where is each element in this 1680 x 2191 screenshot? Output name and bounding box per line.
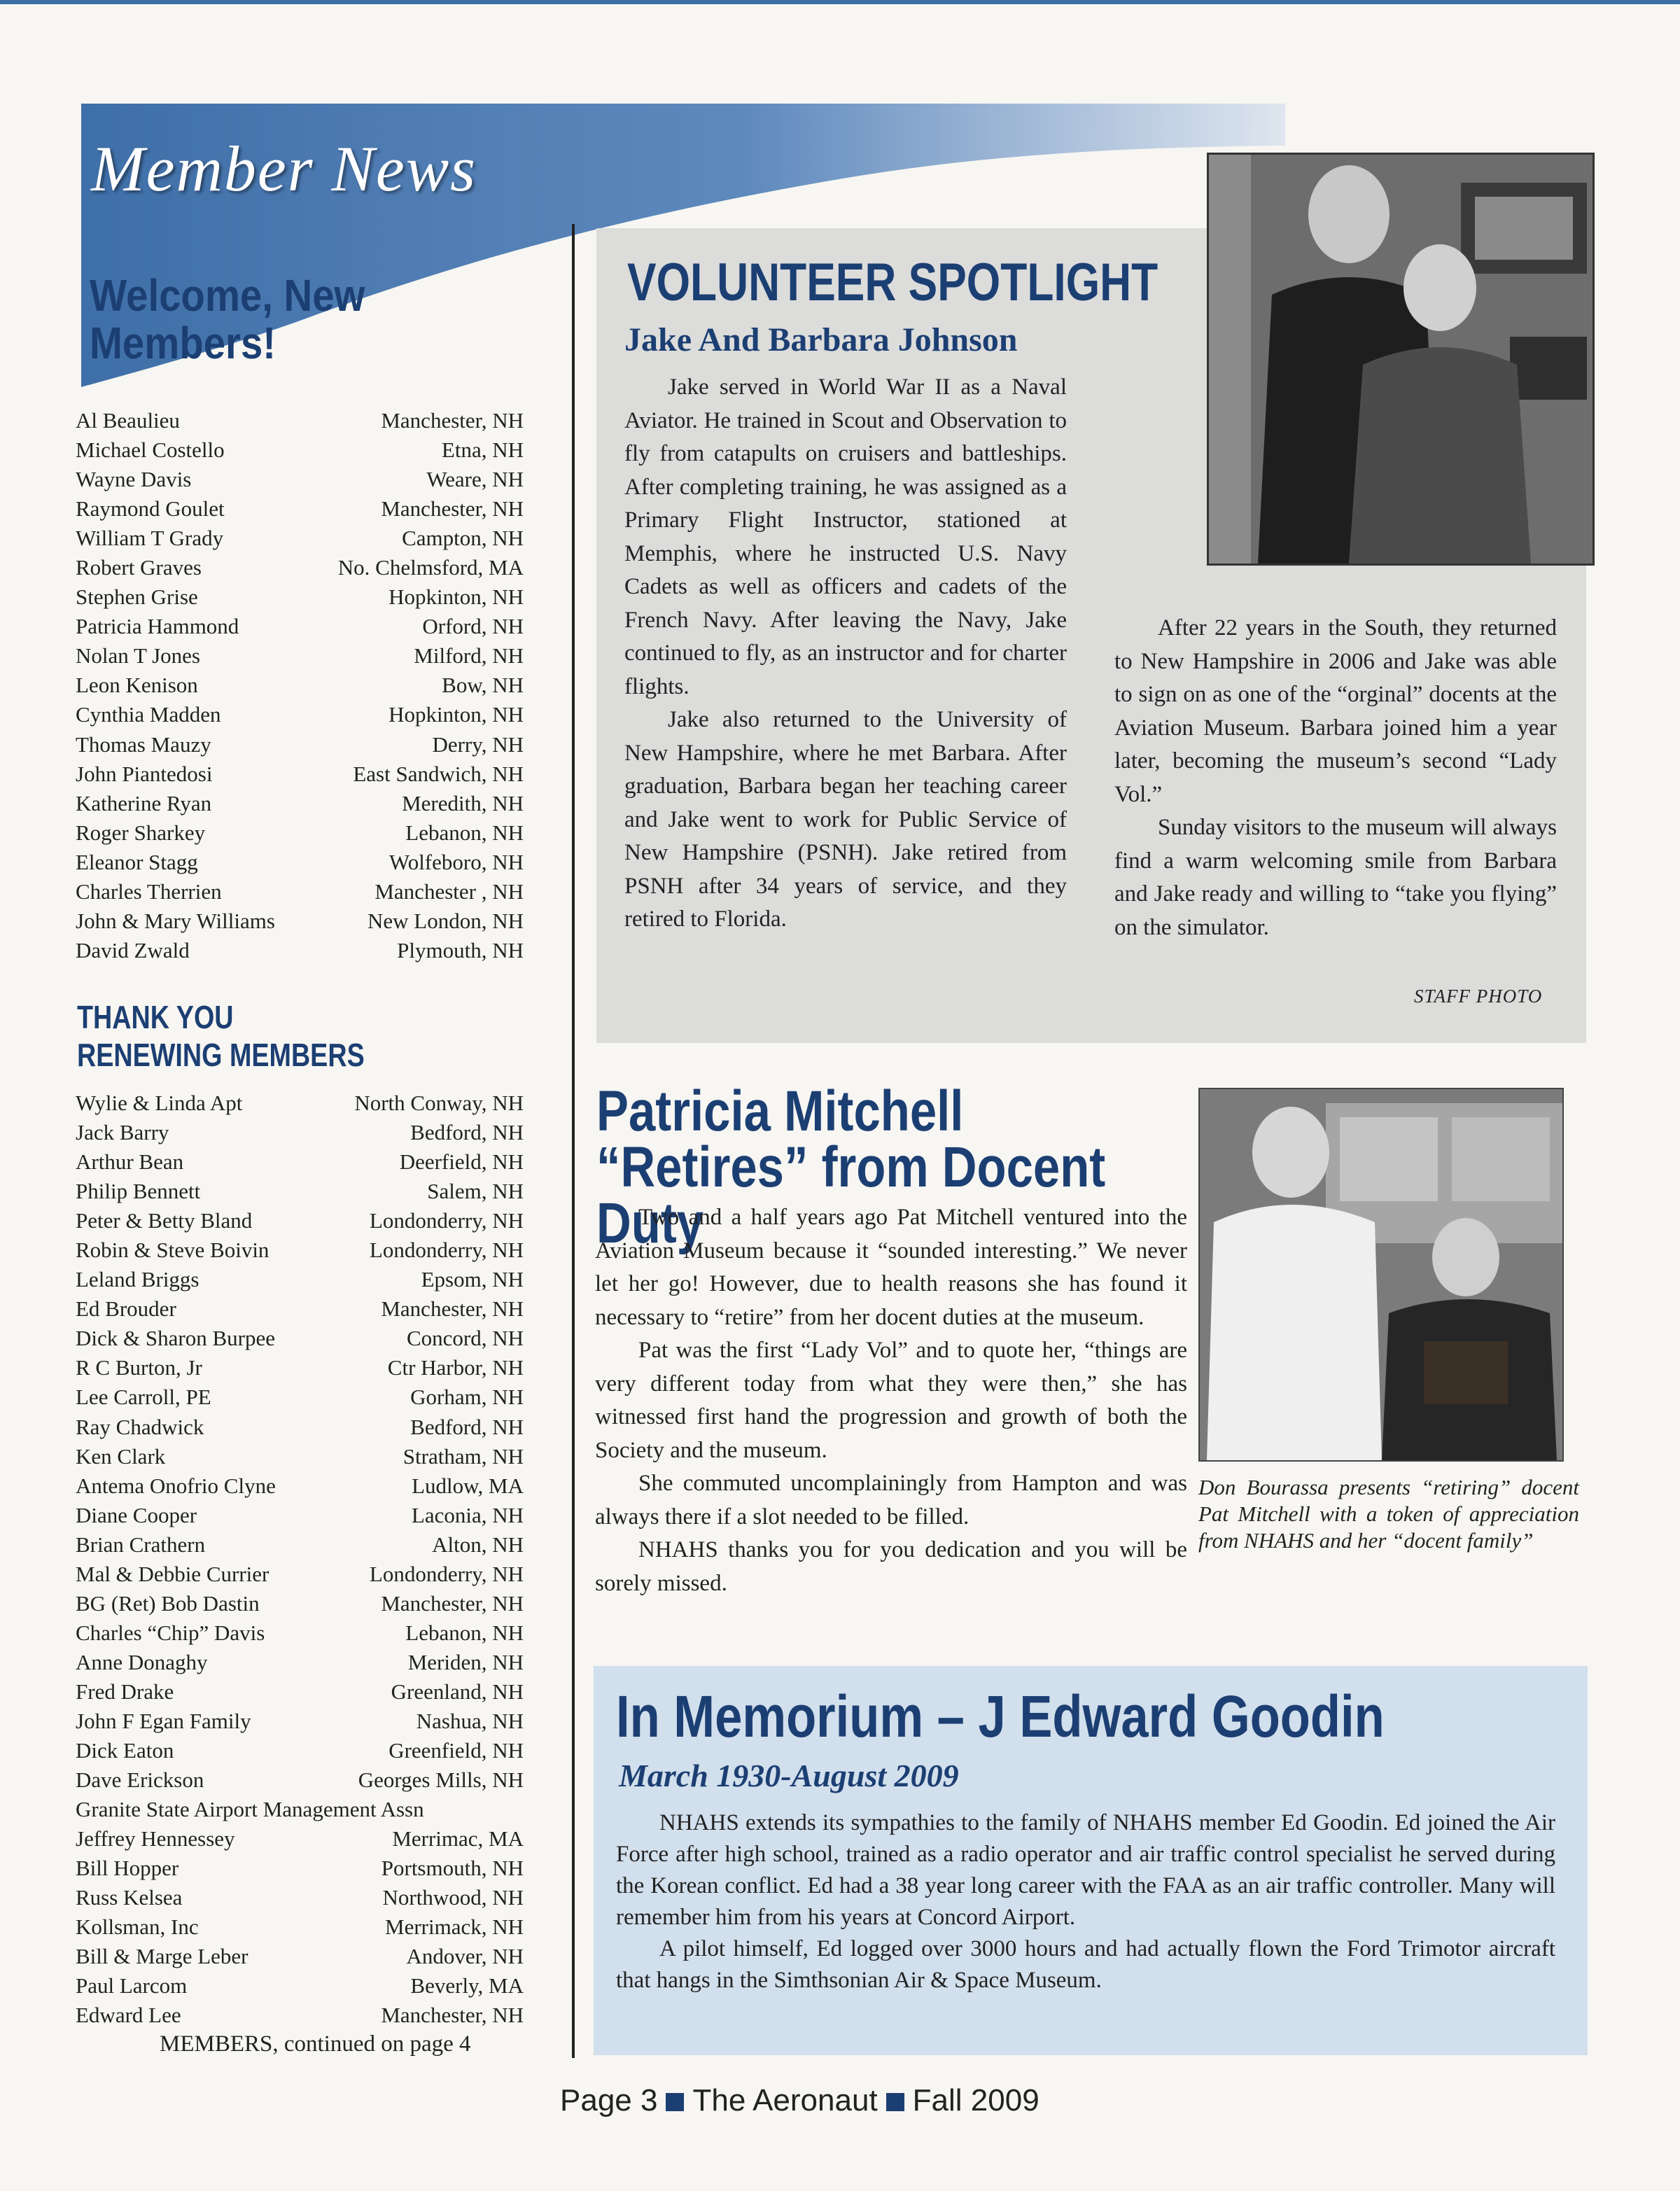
member-name: Philip Bennett <box>76 1179 201 1204</box>
member-row <box>76 1501 524 1530</box>
issue-date: Fall 2009 <box>912 2083 1040 2118</box>
member-city: Epsom, NH <box>421 1267 524 1292</box>
member-row <box>76 848 524 877</box>
member-name: Bill Hopper <box>76 1856 179 1881</box>
spotlight-heading: VOLUNTEER SPOTLIGHT <box>627 253 1158 312</box>
member-city: Beverly, MA <box>410 1973 524 1998</box>
member-name: Robin & Steve Boivin <box>76 1238 270 1263</box>
member-row <box>76 494 524 524</box>
member-name: John & Mary Williams <box>76 908 275 933</box>
member-name: BG (Ret) Bob Dastin <box>76 1590 260 1616</box>
member-name: William T Grady <box>76 526 224 551</box>
member-city: Merrimack, NH <box>385 1914 524 1940</box>
member-row <box>76 1147 524 1177</box>
member-name: Cynthia Madden <box>76 702 221 727</box>
mitchell-paragraph: Two and a half years ago Pat Mitchell ventured into the Aviation Museum because it “sounded interesting.” We never let her go! However, due to health reasons she has found it necessary to “retire” from her docent duties at the museum. <box>595 1205 1187 1330</box>
member-city: No. Chelmsford, MA <box>337 555 524 580</box>
member-city: Plymouth, NH <box>397 937 524 962</box>
member-name: Dick Eaton <box>76 1738 174 1763</box>
member-city: Nashua, NH <box>416 1708 524 1733</box>
member-name: John F Egan Family <box>76 1708 251 1733</box>
member-name: Charles “Chip” Davis <box>76 1620 265 1645</box>
member-city: Concord, NH <box>406 1326 524 1351</box>
member-name: Wylie & Linda Apt <box>76 1091 243 1115</box>
member-row <box>76 1206 524 1236</box>
member-row <box>76 906 524 936</box>
member-row <box>76 1765 524 1795</box>
member-row <box>76 1353 524 1382</box>
member-row <box>76 1560 524 1589</box>
member-name: Antema Onofrio Clyne <box>76 1473 276 1498</box>
member-name: Anne Donaghy <box>76 1649 208 1674</box>
member-city: Ludlow, MA <box>412 1473 524 1498</box>
member-city: Bow, NH <box>442 673 524 698</box>
memorium-paragraph: A pilot himself, Ed logged over 3000 hours and had actually flown the Ford Trimotor aircraft that hangs in the Simthsonian Air & Space Museum. <box>616 1936 1555 1993</box>
member-name: Mal & Debbie Currier <box>76 1561 270 1586</box>
johnson-photo <box>1207 153 1595 566</box>
member-row <box>76 1177 524 1206</box>
spotlight-subheading: Jake And Barbara Johnson <box>624 321 1018 358</box>
member-row <box>76 671 524 700</box>
memorium-article <box>616 1807 1555 1996</box>
member-city: Manchester , NH <box>374 878 524 904</box>
member-city: Manchester, NH <box>381 1590 524 1616</box>
member-row <box>76 1294 524 1324</box>
member-name: David Zwald <box>76 937 190 962</box>
member-row <box>76 1088 524 1118</box>
member-city: Deerfield, NH <box>399 1149 524 1175</box>
member-name: Edward Lee <box>76 2003 181 2028</box>
continued-note: MEMBERS, continued on page 4 <box>160 2031 471 2057</box>
member-row <box>76 1118 524 1147</box>
member-city: Bedford, NH <box>410 1414 524 1439</box>
member-name: Thomas Mauzy <box>76 732 211 757</box>
member-name: Nolan T Jones <box>76 643 200 668</box>
member-name: Bill & Marge Leber <box>76 1944 248 1969</box>
member-city: Milford, NH <box>414 643 524 668</box>
member-city: Derry, NH <box>432 732 524 757</box>
member-row <box>76 760 524 789</box>
spotlight-column-2 <box>1114 612 1557 944</box>
member-row <box>76 700 524 729</box>
member-city: North Conway, NH <box>354 1091 524 1115</box>
page-number: Page 3 <box>560 2083 658 2118</box>
memorium-paragraph: NHAHS extends its sympathies to the family of NHAHS member Ed Goodin. Ed joined the Air Force after high school, trained as a radio operator and air traffic control specialist he served during the Korean conflict. Ed had a 38 year long career with the FAA as an air traffic controller. Many will remember him from his years at Concord Airport. <box>616 1810 1555 1930</box>
member-name: Jeffrey Hennessey <box>76 1826 235 1851</box>
member-row <box>76 1736 524 1765</box>
member-row <box>76 1471 524 1501</box>
member-city: East Sandwich, NH <box>353 761 524 786</box>
member-city: New London, NH <box>368 908 524 933</box>
member-row <box>76 1413 524 1442</box>
member-row <box>76 789 524 818</box>
member-name: Russ Kelsea <box>76 1885 183 1910</box>
renewing-members-list <box>76 1088 524 2031</box>
spotlight-paragraph: After 22 years in the South, they returned to New Hampshire in 2006 and Jake was able to sign on as one of the “orginal” docents at the Aviation Museum. Barbara joined him a year later, becoming the museum’s second “Lady Vol.” <box>1114 615 1557 807</box>
memorium-dates: March 1930-August 2009 <box>619 1758 959 1793</box>
member-name: Al Beaulieu <box>76 408 180 433</box>
member-row <box>76 465 524 494</box>
member-city: Manchester, NH <box>381 496 524 522</box>
spotlight-column-1 <box>624 371 1067 937</box>
member-name: Charles Therrien <box>76 878 222 904</box>
member-name: Dick & Sharon Burpee <box>76 1326 275 1351</box>
mitchell-article <box>595 1201 1187 1600</box>
member-row <box>76 553 524 582</box>
welcome-heading: Welcome, New Members! <box>90 270 365 368</box>
member-name: Diane Cooper <box>76 1502 197 1527</box>
member-city: Etna, NH <box>441 438 524 463</box>
member-name: Raymond Goulet <box>76 496 225 522</box>
member-name: Michael Costello <box>76 438 225 463</box>
member-name: Leland Briggs <box>76 1267 200 1292</box>
member-city: Orford, NH <box>422 614 524 639</box>
member-name: Katherine Ryan <box>76 790 212 816</box>
page-footer <box>560 2083 1040 2118</box>
member-name: Robert Graves <box>76 555 202 580</box>
member-row <box>76 818 524 848</box>
member-city: Manchester, NH <box>381 2003 524 2028</box>
member-name: Kollsman, Inc <box>76 1914 199 1940</box>
member-city: Londonderry, NH <box>369 1238 524 1263</box>
memorium-heading: In Memorium – J Edward Goodin <box>616 1684 1385 1749</box>
member-name: Patricia Hammond <box>76 614 239 639</box>
member-name: Roger Sharkey <box>76 820 206 845</box>
member-name: Lee Carroll, PE <box>76 1385 211 1410</box>
member-city: Portsmouth, NH <box>381 1856 524 1881</box>
member-name: Eleanor Stagg <box>76 849 198 874</box>
member-city: Greenland, NH <box>391 1679 524 1704</box>
member-city: Bedford, NH <box>410 1120 524 1145</box>
member-row <box>76 406 524 435</box>
member-name: Arthur Bean <box>76 1149 184 1175</box>
member-row <box>76 1971 524 2001</box>
member-name: Fred Drake <box>76 1679 174 1704</box>
member-row <box>76 1883 524 1912</box>
publication-name: The Aeronaut <box>692 2083 878 2118</box>
mitchell-photo <box>1198 1088 1564 1462</box>
member-name: Jack Barry <box>76 1120 169 1145</box>
section-title: Member News <box>91 133 477 204</box>
member-city: Merrimac, MA <box>392 1826 524 1851</box>
mitchell-paragraph: Pat was the first “Lady Vol” and to quote her, “things are very different today from what they were then,” she has witnessed first hand the progression and growth of both the Society and the museum. <box>595 1338 1187 1463</box>
member-row <box>76 1265 524 1294</box>
member-row: Granite State Airport Management Assn <box>76 1797 424 1822</box>
member-city: Greenfield, NH <box>388 1738 524 1763</box>
member-city: Ctr Harbor, NH <box>387 1355 524 1380</box>
member-city: Meredith, NH <box>402 790 524 816</box>
member-name: Ray Chadwick <box>76 1414 204 1439</box>
spotlight-paragraph: Jake served in World War II as a Naval Aviator. He trained in Scout and Observation to fly from catapults on cruisers and battleships. After completing training, he was assigned as a Primary Flight Instructor, stationed at Memphis, where he instructed U.S. Navy Cadets as well as officers and cadets of the French Navy. After leaving the Navy, Jake continued to fly, as an instructor and for charter flights. <box>624 374 1067 699</box>
member-row <box>76 1707 524 1736</box>
member-city: Manchester, NH <box>381 1296 524 1322</box>
member-name: Ken Clark <box>76 1443 166 1469</box>
member-row <box>76 1530 524 1560</box>
member-city: Manchester, NH <box>381 408 524 433</box>
column-divider <box>572 224 575 2058</box>
member-city: Meriden, NH <box>407 1649 524 1674</box>
member-name: Ed Brouder <box>76 1296 176 1322</box>
photo-credit: STAFF PHOTO <box>1414 986 1543 1007</box>
member-city: Londonderry, NH <box>369 1208 524 1233</box>
mitchell-heading: Patricia Mitchell “Retires” from Docent Duty <box>596 1079 1106 1255</box>
member-row <box>76 1677 524 1707</box>
member-row <box>76 1324 524 1353</box>
member-name: R C Burton, Jr <box>76 1355 202 1380</box>
member-row <box>76 1912 524 1942</box>
mitchell-photo-caption: Don Bourassa presents “retiring” docent Pat Mitchell with a token of appreciation from NHAHS and her “docent family” <box>1198 1475 1579 1553</box>
member-row <box>76 1236 524 1265</box>
member-city: Georges Mills, NH <box>358 1768 524 1793</box>
member-city: Andover, NH <box>406 1944 524 1969</box>
footer-square-icon <box>886 2093 904 2111</box>
member-row <box>76 730 524 760</box>
member-row <box>76 1442 524 1471</box>
mitchell-paragraph: She commuted uncomplainingly from Hampton and was always there if a slot needed to be filled. <box>595 1471 1187 1530</box>
member-row <box>76 641 524 671</box>
top-rule <box>0 0 1680 4</box>
member-city: Salem, NH <box>427 1179 524 1204</box>
member-name: Leon Kenison <box>76 673 198 698</box>
member-row <box>76 1382 524 1412</box>
new-members-list <box>76 406 524 965</box>
member-row <box>76 1824 524 1854</box>
spotlight-paragraph: Jake also returned to the University of New Hampshire, where he met Barbara. After graduation, Barbara began her teaching career and Jake went to work for Public Service of New Hampshire (PSNH). Jake retired from PSNH after 34 years of service, and they retired to Florida. <box>624 707 1067 932</box>
spotlight-paragraph: Sunday visitors to the museum will always find a warm welcoming smile from Barbara and Jake ready and willing to “take you flying” on the simulator. <box>1114 815 1557 940</box>
member-row <box>76 582 524 612</box>
member-name: Brian Crathern <box>76 1532 206 1557</box>
renewing-heading: THANK YOU RENEWING MEMBERS <box>77 999 365 1073</box>
member-row <box>76 936 524 965</box>
member-row <box>76 435 524 465</box>
mitchell-paragraph: NHAHS thanks you for you dedication and you will be sorely missed. <box>595 1537 1187 1596</box>
member-city: Gorham, NH <box>410 1385 524 1410</box>
member-city: Lebanon, NH <box>405 1620 524 1645</box>
member-row <box>76 2001 524 2030</box>
member-city: Hopkinton, NH <box>388 702 524 727</box>
member-name: Dave Erickson <box>76 1768 204 1793</box>
member-row <box>76 1854 524 1883</box>
member-city: Wolfeboro, NH <box>388 849 524 874</box>
member-name: Wayne Davis <box>76 467 192 492</box>
member-city: Laconia, NH <box>411 1502 524 1527</box>
member-city: Londonderry, NH <box>369 1561 524 1586</box>
member-row <box>76 877 524 906</box>
footer-square-icon <box>666 2093 684 2111</box>
member-row <box>76 1942 524 1971</box>
member-name: John Piantedosi <box>76 761 213 786</box>
member-city: Weare, NH <box>426 467 524 492</box>
member-city: Lebanon, NH <box>405 820 524 845</box>
member-name: Stephen Grise <box>76 584 198 610</box>
member-city: Hopkinton, NH <box>388 584 524 610</box>
member-city: Alton, NH <box>432 1532 524 1557</box>
member-city: Stratham, NH <box>402 1443 524 1469</box>
member-row <box>76 1589 524 1618</box>
member-name: Peter & Betty Bland <box>76 1208 253 1233</box>
member-city: Campton, NH <box>402 526 524 551</box>
member-row <box>76 612 524 641</box>
member-row <box>76 1648 524 1677</box>
member-row <box>76 1618 524 1648</box>
member-row <box>76 524 524 553</box>
member-city: Northwood, NH <box>382 1885 524 1910</box>
member-name: Paul Larcom <box>76 1973 188 1998</box>
